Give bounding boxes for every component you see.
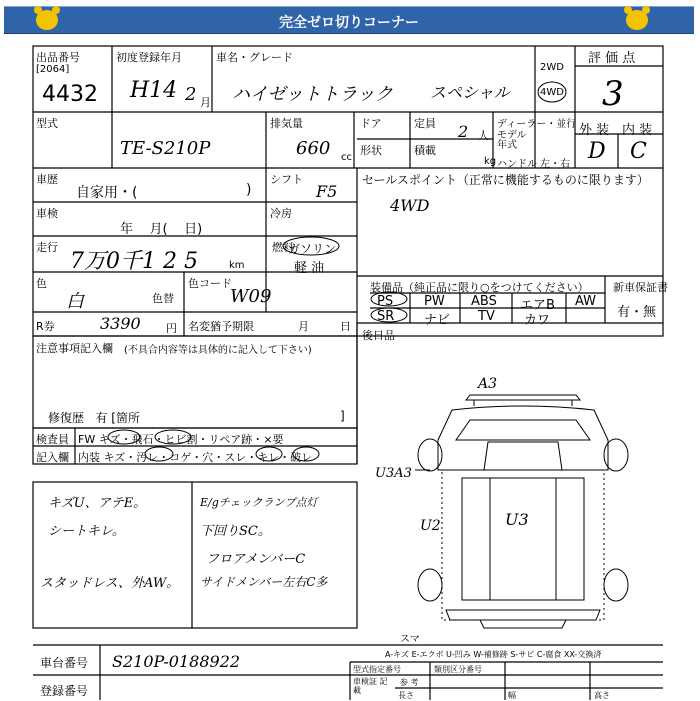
fuel-gasoline: ガソリン [288,242,337,256]
name-change-day: 日 [340,320,351,333]
note-right-2: 下回りSC。 [200,524,271,539]
equip-sr: SR [377,309,395,324]
name-change-month: 月 [298,320,309,333]
shape-label: 形状 [360,144,382,157]
displacement-label: 排気量 [270,117,303,130]
mileage-unit: km [229,260,245,271]
sales-value: 4WD [390,196,430,215]
lot-number: 4432 [42,82,98,107]
equip-tv: TV [478,309,495,324]
equip-navi: ナビ [424,313,451,328]
ext-label: 外 装 [579,123,610,138]
color-label: 色 [36,277,47,290]
score-value: 3 [602,74,624,114]
int-score: C [630,139,647,164]
inspector-codes-interior: 内装 キズ・汚レ・コゲ・穴・スレ・キレ・破レ [78,451,313,464]
capacity-value: 2 [458,122,469,141]
diagram-sumi: スマ [400,634,420,645]
fuel-diesel: 軽 油 [294,261,325,276]
equip-leather: カワ [524,313,551,328]
repair-history: 修復歴 有 [箇所 [48,411,140,425]
inspector-label: 検査員 [36,433,69,446]
note-right-1: E/gチェックランプ点灯 [200,496,318,509]
chassis-value: S210P-0188922 [112,652,241,671]
type-value: TE-S210P [120,138,211,159]
history-close: ) [246,182,252,198]
first-reg-month: 2 [185,84,197,105]
score-label: 評 価 点 [588,51,636,66]
fuel-label: 燃料 [272,241,294,254]
handle-label: ハンドル 左・右 [497,159,571,170]
banner-title: 完全ゼロ切りコーナー [279,15,419,31]
note-left-4: スタッドレス、外AW。 [40,576,180,591]
footer-length: 長さ [398,691,414,700]
ac-label: 冷房 [270,207,292,220]
lot-sub: [2064] [36,64,70,75]
equipment-label: 装備品（純正品に限り○をつけてください） [370,281,589,294]
model-name: ハイゼットトラック [232,84,393,105]
first-reg-unit: 月 [200,96,211,109]
model-year-label: モデル 年式 [497,130,527,151]
capacity-label: 定員 [414,117,436,130]
model-grade: スペシャル [430,83,510,102]
inspection-label: 車検 [36,207,58,220]
first-reg-era: H14 [130,78,178,103]
footer-type-no: 型式指定番号 [353,665,401,674]
mileage-label: 走行 [36,241,58,254]
aftermarket-label: 後日品 [362,329,395,342]
history-label: 車歴 [36,173,58,186]
door-label: ドア [360,117,382,130]
sales-label: セールスポイント（正常に機能するものに限ります） [362,173,649,187]
color-code-label: 色コード [188,277,232,290]
registration-label: 登録番号 [40,684,89,698]
dealer-label: ディーラー・並行 [497,119,577,130]
damage-legend: A-キズ E-エクボ U-凹み W-補修跡 S-サビ C-腐食 XX-交換済 [385,650,602,659]
note-right-3: フロアメンバーC [206,552,306,567]
equip-abs: ABS [471,294,497,309]
note-left-1: キズU、アテE。 [48,496,147,511]
mileage-value: 7万0千1 2 5 [70,249,198,274]
shift-value: F5 [316,182,338,201]
equip-aw: AW [575,294,597,309]
footer-cert: 車検証 記載 [353,677,388,695]
type-label: 型式 [36,117,58,130]
diagram-a3: A3 [478,376,498,392]
lot-label: 出品番号 [36,51,80,64]
drive-2wd: 2WD [540,62,564,73]
chassis-label: 車台番号 [40,656,89,670]
diagram-u3: U3 [505,510,529,529]
footer-ref: 参 考 [400,678,419,687]
equip-pw: PW [424,294,445,309]
equip-airbag: エアB [520,298,555,313]
diagram-u3a3: U3A3 [375,466,412,481]
shift-label: シフト [270,173,303,186]
inspection-date: 年 月( 日) [120,222,203,237]
name-change-label: 名変猶予期限 [188,320,254,333]
note-right-4: サイドメンバー左右C多 [200,575,328,589]
history-value: 自家用・( [76,185,138,201]
color-value: 白 [66,291,84,312]
displacement-value: 660 [296,138,331,159]
recycle-value: 3390 [100,314,141,333]
footer-category-no: 類別区分番号 [434,665,482,674]
warranty-value: 有・無 [617,305,657,320]
recycle-unit: 円 [166,322,177,335]
color-code-value: W09 [230,286,272,307]
first-reg-label: 初度登録年月 [116,51,182,64]
diagram-u2: U2 [420,518,441,534]
footer-width: 幅 [508,691,516,700]
color-change-label: 色替 [152,292,174,305]
int-label: 内 装 [622,123,653,138]
kg-unit: kg [484,156,497,167]
note-left-2: シートキレ。 [48,524,125,539]
inspector-label2: 記入欄 [36,451,69,464]
drive-4wd: 4WD [540,87,564,98]
notes-label: 注意事項記入欄 [36,342,113,355]
equip-ps: PS [377,294,394,309]
capacity-unit: 人 [478,129,489,142]
repair-bracket: ] [340,409,345,423]
notes-sub: (不具合内容等は具体的に記入して下さい) [124,345,312,356]
footer-height: 高さ [594,691,610,700]
warranty-label: 新車保証書 [613,281,668,294]
recycle-label: R券 [36,320,55,333]
ext-score: D [588,139,606,164]
model-label: 車名・グレード [216,51,293,64]
inspector-codes-exterior: FW キズ・飛石・ヒビ割・リペア跡・×要 [78,433,284,446]
cc-unit: cc [341,152,352,163]
load-label: 積載 [414,144,436,157]
